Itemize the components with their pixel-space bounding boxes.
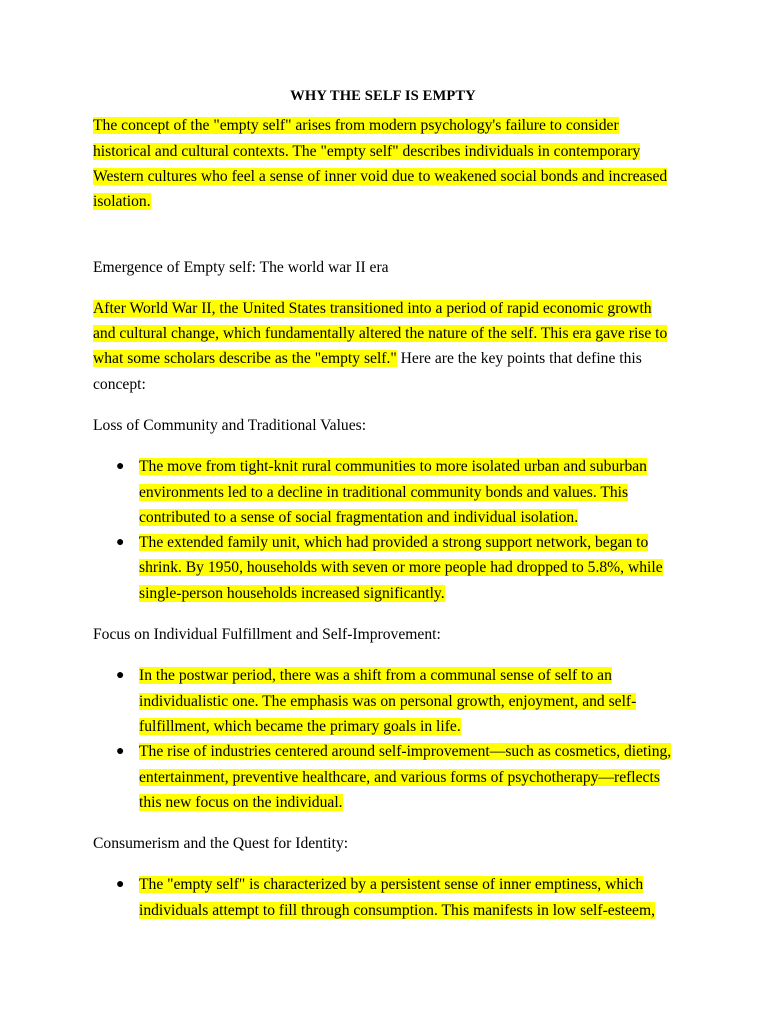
- section-label: Focus on Individual Fulfillment and Self-Improvement:: [93, 626, 441, 644]
- highlighted-text: After World War II, the United States transitioned into a period of rapid economic growth and cultural change, which fundamentally altered the nature of the self. This era gave rise to what some scholars describe as the "empty self.": [93, 299, 668, 368]
- paragraph-text: Here are the key points that define this concept:: [93, 350, 642, 393]
- section-label: Consumerism and the Quest for Identity:: [93, 835, 349, 853]
- bullet-icon: ●: [116, 877, 125, 893]
- bullet-icon: ●: [116, 668, 125, 684]
- bullet-icon: ●: [116, 459, 125, 475]
- highlighted-text: In the postwar period, there was a shift from a communal sense of self to an individualistic one. The emphasis was on personal growth, enjoyment, and self-fulfillment, which became the primary goals in life.: [139, 667, 637, 735]
- highlighted-text: The move from tight-knit rural communities to more isolated urban and suburban environments led to a decline in traditional community bonds and values. This contributed to a sense of social fragmentation and individual isolation.: [139, 458, 647, 526]
- document-title: WHY THE SELF IS EMPTY: [290, 88, 476, 104]
- bullet-list: [93, 454, 673, 606]
- highlighted-text: The "empty self" is characterized by a persistent sense of inner emptiness, which individuals attempt to fill through consumption. This manifests in low self-esteem,: [139, 876, 655, 919]
- bullet-list: [93, 663, 673, 815]
- bullet-list: [93, 872, 673, 923]
- list-item: [93, 663, 673, 739]
- bullet-icon: ●: [116, 744, 125, 760]
- highlighted-text: The rise of industries centered around self-improvement—such as cosmetics, dieting, entertainment, preventive healthcare, and various forms of psychotherapy—reflects this new focus on the individual.: [139, 743, 672, 811]
- bullet-icon: ●: [116, 535, 125, 551]
- list-item: [93, 530, 673, 606]
- highlighted-text: The concept of the "empty self" arises from modern psychology's failure to consider historical and cultural contexts. The "empty self" describes individuals in contemporary Western cultures who feel a sense of inner void due to weakened social bonds and increased isolation.: [93, 117, 668, 211]
- intro-paragraph: [93, 113, 673, 214]
- section-heading: Emergence of Empty self: The world war II era: [93, 259, 389, 277]
- section-label: Loss of Community and Traditional Values:: [93, 416, 367, 434]
- list-item: [93, 872, 673, 923]
- list-item: [93, 739, 673, 815]
- document-page: [93, 84, 673, 939]
- era-paragraph: [93, 296, 673, 397]
- highlighted-text: The extended family unit, which had provided a strong support network, began to shrink. By 1950, households with seven or more people had dropped to 5.8%, while single-person households increased significantly.: [139, 534, 663, 602]
- list-item: [93, 454, 673, 530]
